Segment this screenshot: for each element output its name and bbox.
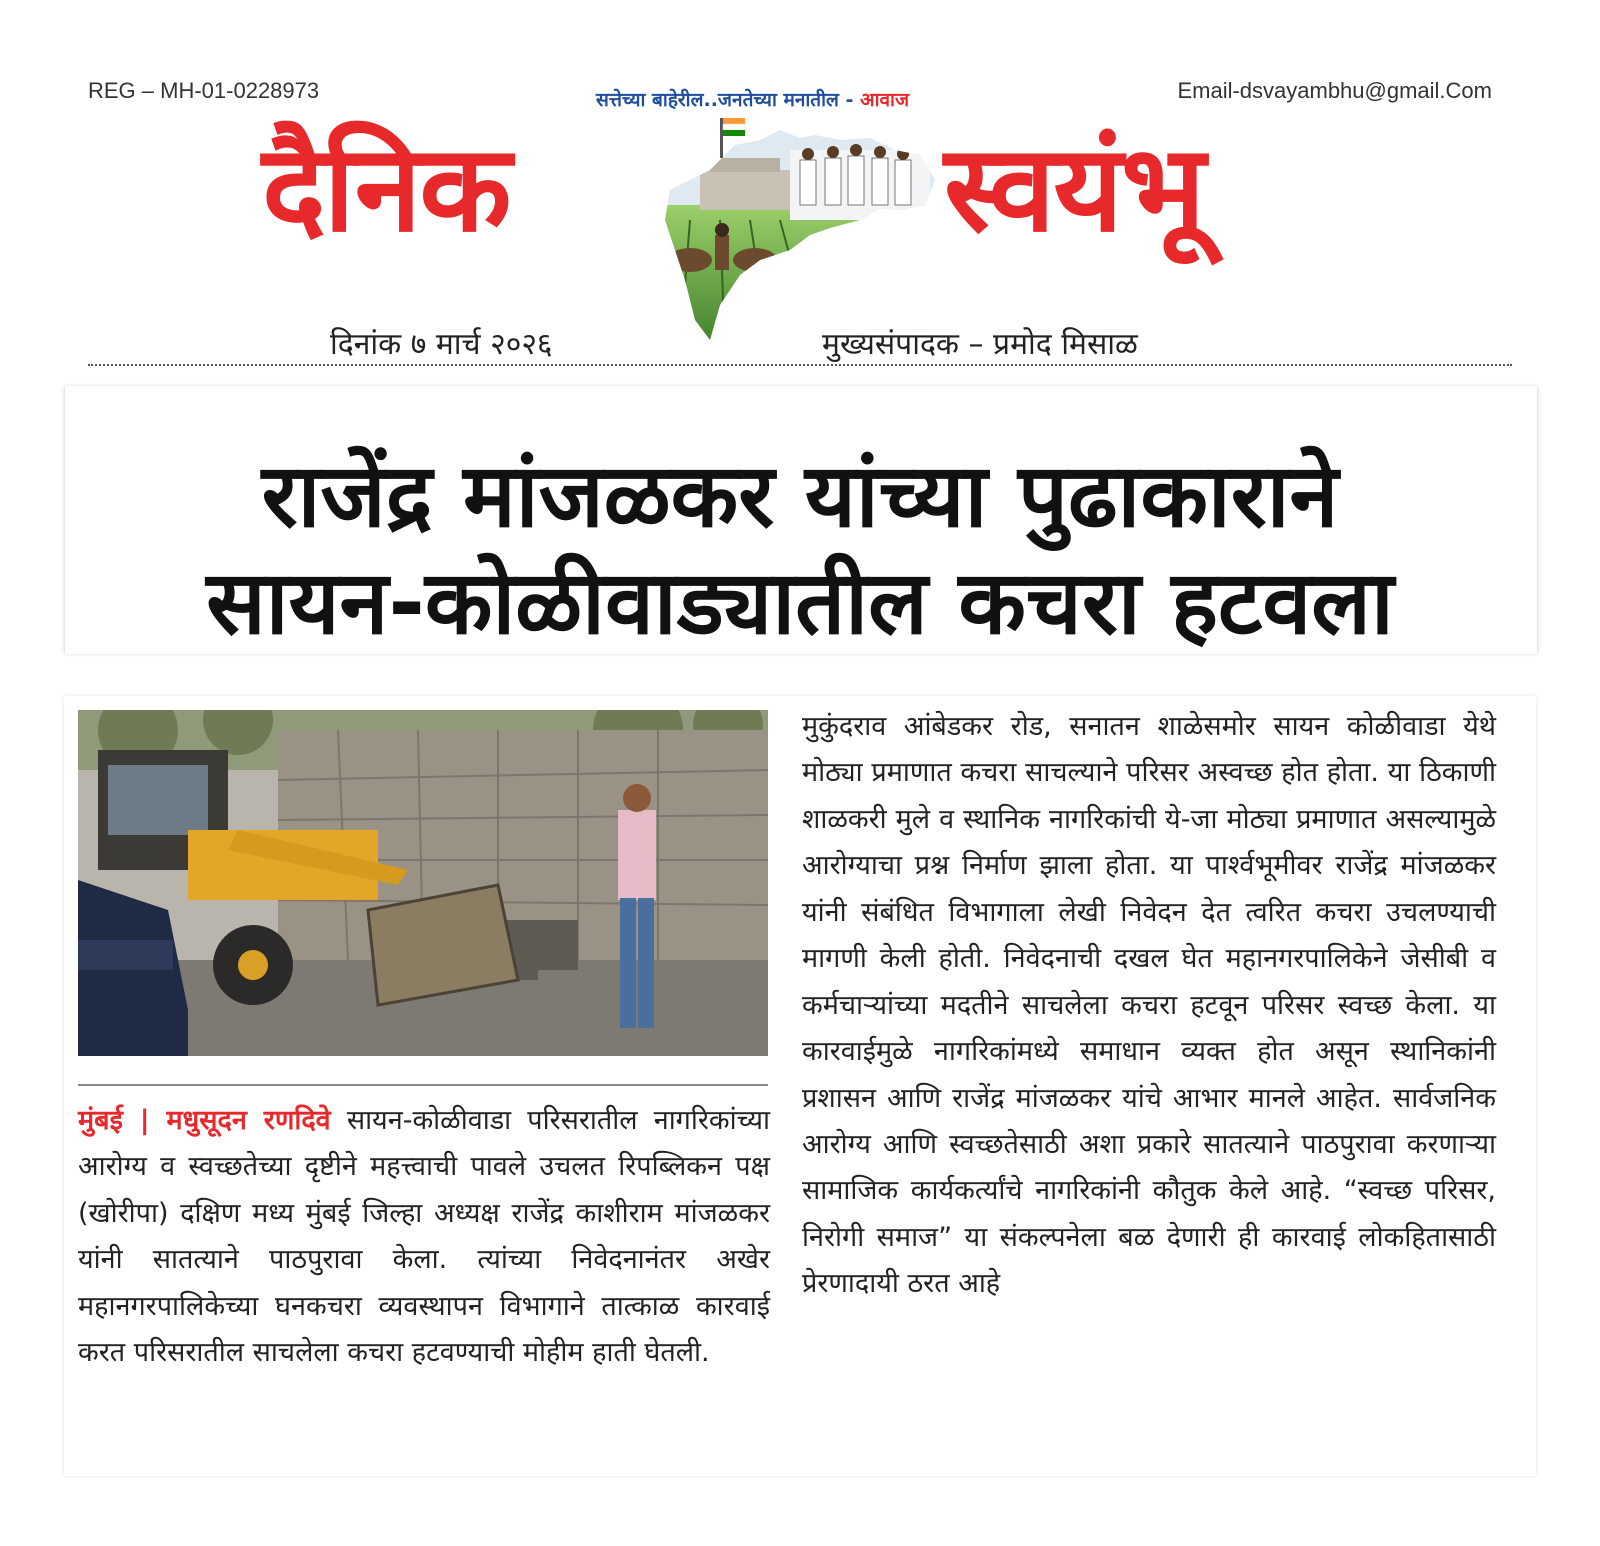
tagline	[596, 86, 909, 112]
masthead-title-right: स्वयंभू	[944, 120, 1204, 259]
article-headline	[64, 442, 1536, 657]
headline-line-1: राजेंद्र मांजळकर यांच्या पुढाकाराने	[261, 444, 1339, 547]
headline-line-2: सायन-कोळीवाड्यातील कचरा हटवला	[206, 551, 1394, 655]
masthead-title-left: दैनिक	[262, 120, 510, 259]
photo-caption-rule	[78, 1084, 768, 1086]
maharashtra-map-icon	[640, 110, 940, 350]
tagline-accent: आवाज	[860, 89, 910, 111]
issue-date: दिनांक ७ मार्च २०२६	[330, 327, 553, 362]
article-left-text: सायन-कोळीवाडा परिसरातील नागरिकांच्या आरोग्य व स्वच्छतेच्या दृष्टीने महत्त्वाची पावले उचलत रिपब्लिकन पक्ष (खोरीपा) दक्षिण मध्य मुंबई जिल्हा अध्यक्ष राजेंद्र काशीराम मांजळकर यांनी सातत्याने पाठपुरावा केला. त्यांच्या निवेदनानंतर अखेर महानगरपालिकेच्या घनकचरा व्यवस्थापन विभागाने तात्काळ कारवाई करत परिसरातील साचलेला कचरा हटवण्याची मोहीम हाती घेतली.	[78, 1105, 770, 1369]
contact-email: Email-dsvayambhu@gmail.Com	[1177, 78, 1492, 103]
tagline-main: सत्तेच्या बाहेरील..जनतेच्या मनातील -	[596, 89, 861, 111]
article-byline: मुंबई | मधुसूदन रणदिवे	[78, 1105, 331, 1136]
registration-number: REG – MH-01-0228973	[88, 78, 320, 103]
header-divider	[88, 364, 1512, 366]
article-photo	[78, 710, 768, 1056]
chief-editor: मुख्यसंपादक – प्रमोद मिसाळ	[822, 327, 1138, 362]
article-left-column	[78, 1098, 770, 1377]
article-right-column: मुकुंदराव आंबेडकर रोड, सनातन शाळेसमोर सायन कोळीवाडा येथे मोठ्या प्रमाणात कचरा साचल्याने परिसर अस्वच्छ होत होता. या ठिकाणी शाळकरी मुले व स्थानिक नागरिकांची ये-जा मोठ्या प्रमाणात असल्यामुळे आरोग्याचा प्रश्न निर्माण झाला होता. या पार्श्वभूमीवर राजेंद्र मांजळकर यांनी संबंधित विभागाला लेखी निवेदन देत त्वरित कचरा उचलण्याची मागणी केली होती. निवेदनाची दखल घेत महानगरपालिकेने जेसीबी व कर्मचाऱ्यांच्या मदतीने साचलेला कचरा हटवून परिसर स्वच्छ केला. या कारवाईमुळे नागरिकांमध्ये समाधान व्यक्त होत असून स्थानिकांनी प्रशासन आणि राजेंद्र मांजळकर यांचे आभार मानले आहेत. सार्वजनिक आरोग्य आणि स्वच्छतेसाठी अशा प्रकारे सातत्याने पाठपुरावा करणाऱ्या सामाजिक कार्यकर्त्यांचे नागरिकांनी कौतुक केले आहे. “स्वच्छ परिसर, निरोगी समाज” या संकल्पनेला बळ देणारी ही कारवाई लोकहितासाठी प्रेरणादायी ठरत आहे	[802, 711, 1496, 1300]
